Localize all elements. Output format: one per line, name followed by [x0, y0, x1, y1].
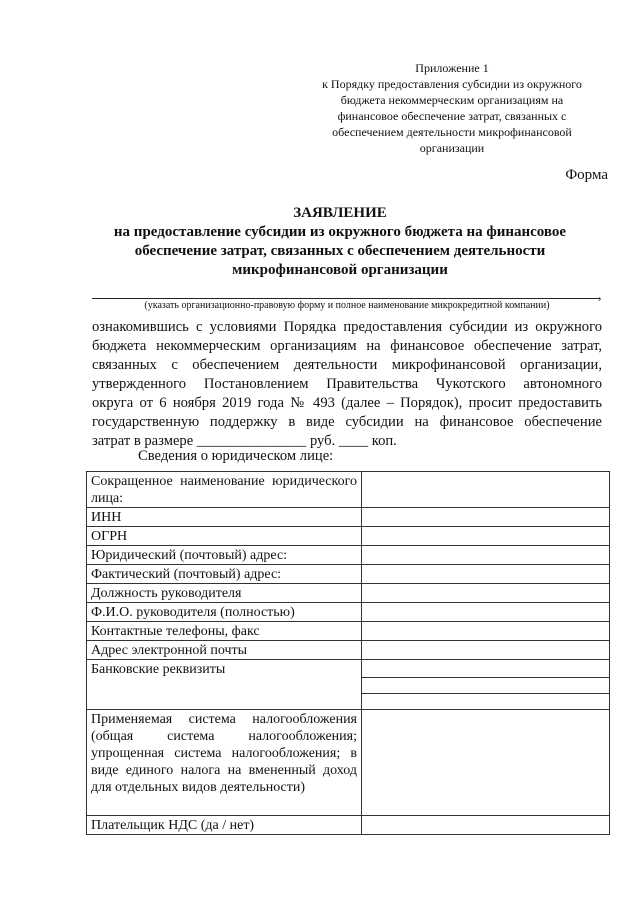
appendix-line: организации [419, 141, 485, 155]
head-position-value-cell[interactable] [362, 584, 610, 603]
short-name-value-cell[interactable] [362, 472, 610, 508]
appendix-note [296, 60, 608, 156]
title-heading: ЗАЯВЛЕНИЕ [293, 205, 387, 221]
phones-label: Контактные телефоны, факс [87, 622, 362, 641]
head-name-value-cell[interactable] [362, 603, 610, 622]
short-name-label: Сокращенное наименование юридического лица: [87, 472, 362, 508]
title-line: на предоставление субсидии из окружного бюджета на финансовое [113, 224, 567, 240]
body-line: связанных с обеспечением деятельности микрофинансовой организации, [92, 357, 602, 373]
table-row [87, 816, 610, 835]
table-row [87, 660, 610, 678]
actual-address-label: Фактический (почтовый) адрес: [87, 565, 362, 584]
applicant-comma: , [598, 288, 602, 303]
table-row [87, 565, 610, 584]
ogrn-value-cell[interactable] [362, 527, 610, 546]
legal-entity-table [86, 471, 610, 835]
table-row [87, 546, 610, 565]
inn-value-cell[interactable] [362, 508, 610, 527]
table-row [87, 527, 610, 546]
body-line: утвержденного Постановлением Правительства Чукотского автономного [92, 376, 602, 392]
tax-system-label: Применяемая система налогообложения (общая система налогообложения; упрощенная система налогообложения; в виде единого налога на вмененный доход для отдельных видов деятельности) [87, 710, 362, 816]
applicant-field-caption: (указать организационно-правовую форму и полное наименование микрокредитной компании) [144, 300, 550, 311]
body-line: государственную поддержку в виде субсидии на финансовое обеспечение [92, 414, 602, 430]
appendix-line: бюджета некоммерческим организациям на [340, 93, 564, 107]
form-label: Форма [565, 167, 608, 183]
table-row [87, 472, 610, 508]
email-label: Адрес электронной почты [87, 641, 362, 660]
tax-system-value-cell[interactable] [362, 710, 610, 816]
appendix-line: к Порядку предоставления субсидии из окружного [322, 77, 582, 91]
phones-value-cell[interactable] [362, 622, 610, 641]
appendix-line: финансовое обеспечение затрат, связанных с [337, 109, 567, 123]
table-row [87, 622, 610, 641]
appendix-line: обеспечением деятельности микрофинансовой [332, 125, 572, 139]
statement-body [92, 318, 602, 451]
appendix-line: Приложение 1 [415, 61, 489, 75]
legal-address-label: Юридический (почтовый) адрес: [87, 546, 362, 565]
body-line: бюджета некоммерческим организациям на финансовое обеспечение затрат, [92, 338, 602, 354]
body-amount-line: затрат в размере _______________ руб. ____ коп. [92, 433, 397, 449]
vat-payer-value-cell[interactable] [362, 816, 610, 835]
body-line: округа от 6 ноября 2019 года № 493 (далее – Порядок), просит предоставить [92, 395, 602, 411]
body-line: ознакомившись с условиями Порядка предоставления субсидии из окружного [92, 319, 602, 335]
table-row [87, 710, 610, 816]
section-title: Сведения о юридическом лице: [138, 448, 334, 464]
title-line: обеспечение затрат, связанных с обеспечением деятельности [134, 243, 546, 259]
vat-payer-label: Плательщик НДС (да / нет) [87, 816, 362, 835]
table-row [87, 603, 610, 622]
title-line: микрофинансовой организации [232, 262, 448, 278]
table-row [87, 584, 610, 603]
applicant-name-field[interactable] [92, 298, 600, 299]
document-title [80, 204, 600, 280]
email-value-cell[interactable] [362, 641, 610, 660]
head-name-label: Ф.И.О. руководителя (полностью) [87, 603, 362, 622]
bank-details-value-cell[interactable] [362, 694, 610, 710]
table-row [87, 641, 610, 660]
legal-address-value-cell[interactable] [362, 546, 610, 565]
actual-address-value-cell[interactable] [362, 565, 610, 584]
table-row [87, 508, 610, 527]
bank-details-value-cell[interactable] [362, 678, 610, 694]
inn-label: ИНН [87, 508, 362, 527]
ogrn-label: ОГРН [87, 527, 362, 546]
bank-details-value-cell[interactable] [362, 660, 610, 678]
head-position-label: Должность руководителя [87, 584, 362, 603]
bank-details-label: Банковские реквизиты [87, 660, 362, 710]
